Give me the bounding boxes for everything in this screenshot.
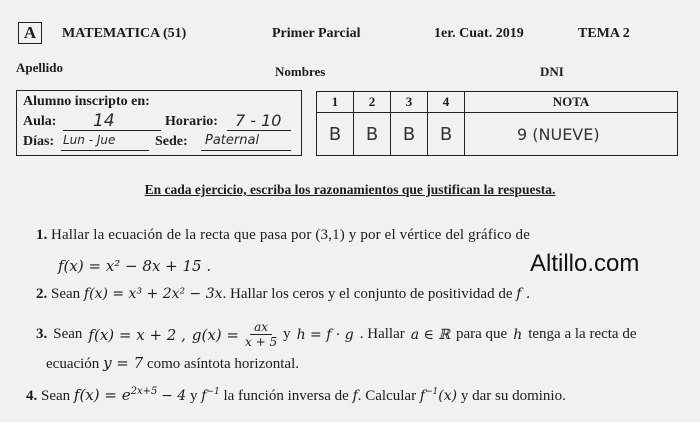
room-field (63, 111, 161, 131)
exercise-1-text: Hallar la ecuación de la recta que pasa por (3,1) y por el vértice del gráfico de (51, 227, 530, 243)
exercise-4-finv: f (201, 388, 207, 404)
schedule-label: Horario: (165, 114, 218, 129)
subject-title: MATEMATICA (51) (62, 26, 187, 41)
campus-field (201, 135, 291, 151)
exercise-1-number: 1. (36, 227, 48, 243)
exercise-2 (36, 286, 530, 303)
grade-value-1: B (317, 113, 354, 156)
exercise-3-text-f: ecuación (46, 356, 100, 372)
exercise-1 (36, 227, 686, 244)
grade-value-2: B (354, 113, 391, 156)
schedule-value: 7 - 10 (235, 111, 282, 130)
exercise-3-g-numerator: ax (250, 320, 272, 335)
grade-header-2: 2 (354, 92, 391, 113)
room-label: Aula: (23, 114, 57, 129)
exam-theme: TEMA 2 (578, 26, 630, 41)
grades-value-row (317, 113, 678, 156)
grades-header-row (317, 92, 678, 113)
grade-value-3: B (391, 113, 428, 156)
campus-value: Paternal (205, 133, 260, 148)
grade-header-1: 1 (317, 92, 354, 113)
schedule-field (227, 111, 291, 131)
exercise-3-text-g: como asíntota horizontal. (146, 356, 299, 372)
exercise-3-h2: h (513, 326, 523, 343)
campus-label: Sede: (155, 134, 188, 149)
instruction-text: En cada ejercicio, escriba los razonamientos que justifican la respuesta. (144, 182, 556, 197)
exercise-3-g-fraction (245, 320, 277, 349)
exercise-4-f: f(x) = e (73, 386, 131, 404)
exercise-3-text-b: y (283, 326, 291, 342)
exercise-4-number: 4. (26, 388, 38, 404)
exercise-4-text-d: . Calcular (357, 388, 417, 404)
exercise-4 (26, 386, 566, 405)
grade-header-4: 4 (428, 92, 465, 113)
exercise-4-text-b: y (189, 388, 198, 404)
exercise-3-a: a ∈ ℝ (410, 326, 450, 343)
days-value: Lun - Jue (63, 133, 116, 147)
exercise-4-exponent: 2x+5 (130, 386, 158, 397)
exercise-1-formula: f(x) = x² − 8x + 15 . (58, 257, 212, 275)
exercise-2-text-a: Sean (51, 286, 81, 302)
exercise-4-text-a: Sean (41, 388, 71, 404)
exercise-3-text-d: para que (455, 326, 508, 342)
exercise-4-finv-sup: −1 (206, 387, 220, 397)
exercise-3-h: h = f · g (296, 326, 354, 343)
exercise-3-f: f(x) = x + 2 , (88, 325, 186, 344)
surname-label: Apellido (16, 60, 63, 75)
grade-header-3: 3 (391, 92, 428, 113)
grades-table (316, 91, 678, 156)
exercise-3-g-denominator: x + 5 (245, 335, 278, 349)
exercise-4-text-c: la función inversa de (223, 388, 349, 404)
exercise-4-finv2: f (419, 388, 425, 404)
exercise-3-text-c: . Hallar (359, 326, 405, 342)
exercise-3-g-lhs: g(x) = (191, 325, 239, 344)
exam-name: Primer Parcial (272, 26, 361, 41)
exercise-4-text-e: y dar su dominio. (460, 388, 566, 404)
days-label: Días: (23, 134, 55, 149)
exercise-3-y: y = 7 (103, 354, 144, 372)
exercise-3-line-2 (46, 354, 299, 373)
names-label: Nombres (275, 64, 326, 79)
exercise-4-rest: − 4 (161, 388, 187, 404)
exercise-4-arg: (x) (438, 388, 458, 404)
exam-term: 1er. Cuat. 2019 (434, 26, 524, 41)
sheet-letter-box: A (18, 22, 42, 44)
exercise-3-text-a: Sean (53, 326, 83, 342)
exercise-3-number: 3. (36, 326, 48, 342)
id-label: DNI (540, 64, 564, 79)
room-value: 14 (93, 111, 115, 131)
days-field (61, 135, 149, 151)
exercise-4-f2: f (352, 388, 358, 404)
exercise-2-formula: f(x) = x³ + 2x² − 3x (83, 286, 223, 302)
grade-value-4: B (428, 113, 465, 156)
exercise-2-number: 2. (36, 286, 48, 302)
exercise-2-text-b: . Hallar los ceros y el conjunto de positividad de (222, 286, 513, 302)
enrollment-box (16, 90, 302, 156)
enrollment-title: Alumno inscripto en: (23, 94, 150, 109)
exercise-3-text-e: tenga a la recta de (528, 326, 637, 342)
grade-value-total: 9 (NUEVE) (465, 113, 678, 156)
exercise-4-finv2-sup: −1 (425, 387, 439, 397)
exercise-3 (36, 320, 637, 349)
exercise-2-f: f . (516, 286, 531, 302)
grade-header-total: NOTA (465, 92, 678, 113)
watermark-text: Altillo.com (530, 250, 640, 277)
